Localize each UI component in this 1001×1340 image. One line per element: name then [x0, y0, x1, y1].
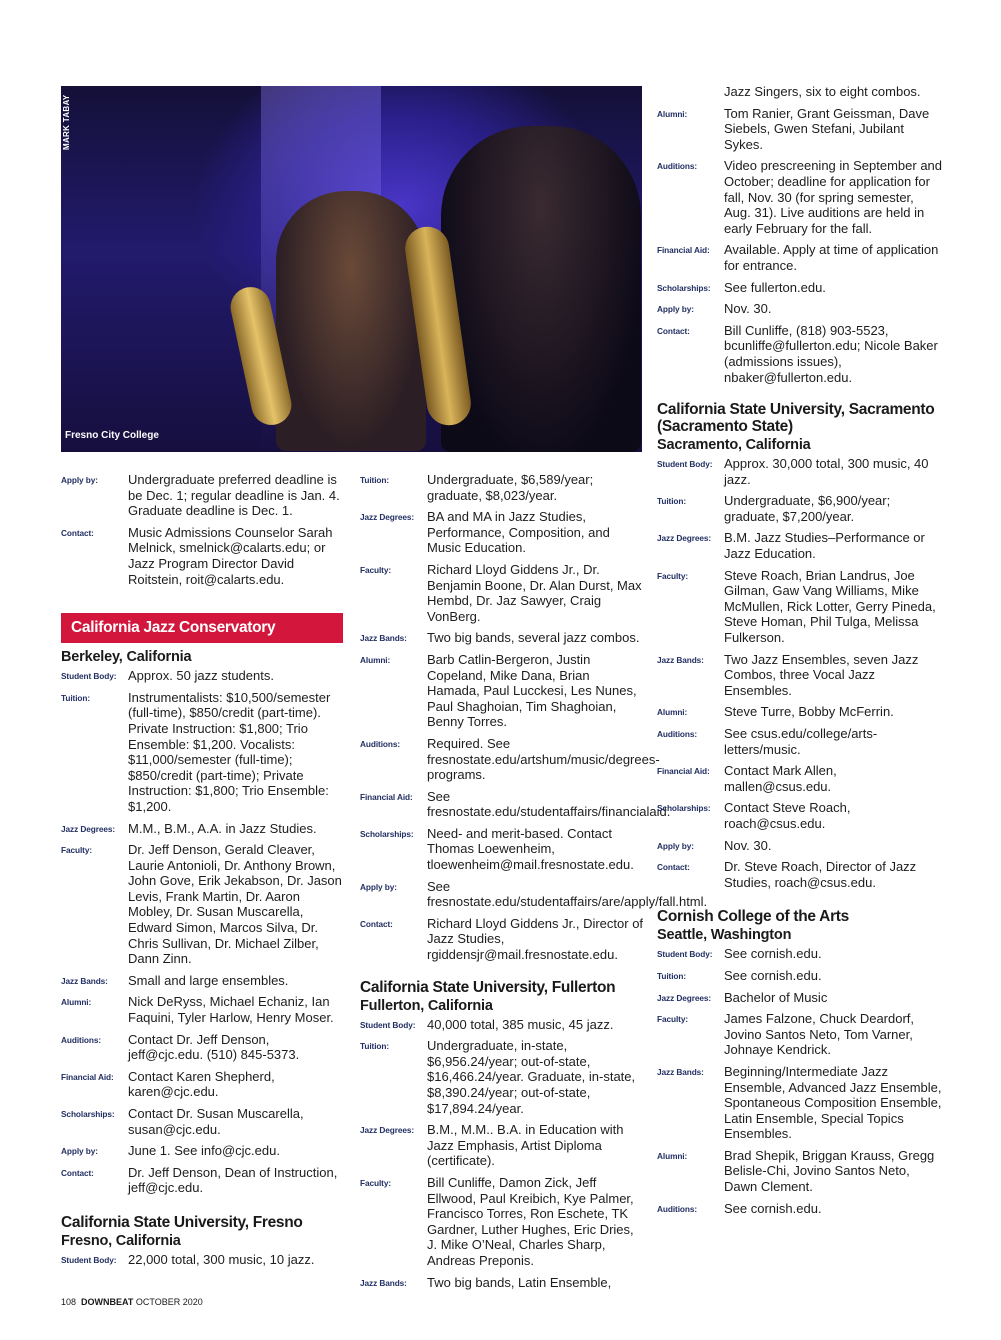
entry-label: Alumni: [360, 654, 391, 665]
fullerton-entries-cont [657, 106, 943, 386]
entry-label: Auditions: [657, 1203, 698, 1214]
entry-row [657, 652, 943, 699]
entry-row [657, 1064, 943, 1142]
entry-value: B.M., M.M.. B.A. in Education with Jazz Emphasis, Artist Diploma (certificate). [427, 1122, 624, 1169]
entry-row [657, 838, 943, 854]
entry-label: Alumni: [657, 1150, 688, 1161]
entry-value: Contact Dr. Susan Muscarella, susan@cjc.edu. [128, 1106, 304, 1137]
entry-label: Apply by: [657, 840, 694, 851]
entry-value: Contact Steve Roach, roach@csus.edu. [724, 800, 851, 831]
school-location: Berkeley, California [61, 649, 192, 666]
entry-row [657, 280, 943, 296]
entry-value: Contact Dr. Jeff Denson, jeff@cjc.edu. (510) 845-5373. [128, 1031, 300, 1063]
entry-row [360, 509, 644, 556]
entry-row [360, 630, 644, 646]
entry-row [657, 568, 943, 646]
entry-label: Jazz Bands: [360, 1277, 407, 1288]
entry-row [360, 1122, 644, 1169]
entry-row [657, 990, 943, 1006]
entry-label: Auditions: [360, 738, 401, 749]
entry-label: Jazz Degrees: [657, 992, 712, 1003]
entry-label: Alumni: [657, 707, 688, 718]
entry-label: Contact: [657, 325, 690, 336]
entry-row [657, 859, 943, 890]
entry-value: Dr. Jeff Denson, Dean of Instruction, jeff@cjc.edu. [128, 1164, 338, 1196]
entry-label: Student Body: [61, 671, 117, 682]
entry-value: B.M. Jazz Studies–Performance or Jazz Education. [724, 530, 925, 562]
entry-row [657, 1011, 943, 1058]
entry-row [61, 821, 343, 837]
entry-row [657, 323, 943, 385]
entry-value: Richard Lloyd Giddens Jr., Dr. Benjamin Boone, Dr. Alan Durst, Max Hembd, Dr. Jaz Sawyer, Craig VonBerg. [427, 561, 642, 624]
entry-value: Steve Turre, Bobby McFerrin. [724, 704, 894, 720]
school-heading: California State University, Fullerton [360, 978, 616, 996]
entry-label: Tuition: [61, 692, 90, 703]
entry-row [657, 158, 943, 236]
entry-label: Student Body: [657, 459, 713, 470]
entry-value: Undergraduate preferred deadline is be Dec. 1; regular deadline is Jan. 4. Graduate deadline is Dec. 1. [128, 472, 340, 519]
entry-row [657, 106, 943, 153]
entry-value: Approx. 50 jazz students. [128, 668, 274, 684]
entry-row [61, 472, 343, 519]
entry-value: See csus.edu/college/arts-letters/music. [724, 726, 878, 757]
entry-row [360, 472, 644, 503]
entry-label: Tuition: [360, 475, 389, 485]
entry-value: Two big bands, several jazz combos. [427, 630, 640, 646]
entry-value: Video prescreening in September and October; deadline for application for fall, Nov. 30 (for spring semester, Aug. 31). Live auditions are held in early February for the fall. [724, 158, 943, 236]
entry-value: See fresnostate.edu/studentaffairs/are/apply/fall.html. [427, 878, 708, 910]
entry-value: See cornish.edu. [724, 967, 822, 983]
entry-value: Jazz Singers, six to eight combos. [724, 84, 921, 99]
entry-row [61, 1143, 343, 1159]
entry-label: Jazz Degrees: [360, 1125, 415, 1136]
entry-value: See fresnostate.edu/studentaffairs/financialaid. [427, 788, 671, 820]
sacramento-entries [657, 456, 943, 890]
entry-label: Student Body: [360, 1019, 416, 1030]
entry-row [360, 826, 644, 873]
entry-value: Need- and merit-based. Contact Thomas Loewenheim, tloewenheim@mail.fresnostate.edu. [427, 825, 634, 873]
school-location: Sacramento, California [657, 437, 811, 454]
entry-row [657, 704, 943, 720]
entry-row [657, 726, 943, 757]
entry-value: Nov. 30. [724, 837, 772, 853]
entry-value: Bill Cunliffe, (818) 903-5523, bcunliffe@fullerton.edu; Nicole Baker (admissions issues), nbaker@fullerton.edu. [724, 322, 938, 385]
entry-row [360, 562, 644, 624]
entry-row [360, 1275, 644, 1291]
entry-row [657, 763, 943, 794]
entry-label: Contact: [657, 862, 690, 873]
entry-label: Jazz Degrees: [360, 512, 415, 523]
entry-label: Apply by: [657, 304, 694, 315]
entry-row [61, 1252, 343, 1268]
entry-label: Apply by: [61, 475, 98, 485]
entry-label: Student Body: [61, 1254, 117, 1265]
entry-label: Financial Aid: [61, 1071, 114, 1082]
entry-label: Jazz Degrees: [657, 533, 712, 544]
entry-value: M.M., B.M., A.A. in Jazz Studies. [128, 820, 317, 836]
column-2 [360, 472, 708, 1296]
entry-row [61, 1032, 343, 1063]
entry-row [360, 1038, 644, 1116]
entry-value: Steve Roach, Brian Landrus, Joe Gilman, Gaw Vang Williams, Mike McMullen, Rick Lotter, Gerry Pineda, Steve Homan, Phil Tulga, Melissa Fulkerson. [724, 567, 936, 646]
school-heading: California State University, Sacramento (Sacramento State) [657, 401, 935, 436]
entry-label: Alumni: [657, 108, 688, 119]
school-location: Fresno, California [61, 1232, 181, 1249]
entry-label: Tuition: [360, 1041, 389, 1052]
entry-label: Apply by: [61, 1146, 98, 1157]
school-heading-red: California Jazz Conservatory [61, 613, 343, 643]
entry-label: Jazz Bands: [61, 975, 108, 986]
calarts-continued [61, 472, 343, 587]
entry-label: Faculty: [360, 1177, 392, 1188]
entry-value: Tom Ranier, Grant Geissman, Dave Siebels, Gwen Stefani, Jubilant Sykes. [724, 105, 930, 152]
entry-label: Auditions: [61, 1034, 102, 1045]
entry-row [360, 652, 644, 730]
entry-value: Two Jazz Ensembles, seven Jazz Combos, three Vocal Jazz Ensembles. [724, 651, 919, 698]
entry-label: Faculty: [657, 570, 689, 581]
entry-label: Jazz Bands: [657, 1066, 704, 1077]
entry-value: Dr. Steve Roach, Director of Jazz Studies, roach@csus.edu. [724, 859, 917, 890]
column-1 [61, 472, 343, 1274]
entry-row [657, 530, 943, 561]
school-location: Fullerton, California [360, 997, 493, 1014]
cornish-entries [657, 946, 943, 1216]
entry-label: Contact: [61, 527, 94, 538]
entry-row [657, 301, 943, 317]
entry-label: Financial Aid: [657, 766, 710, 777]
entry-label: Scholarships: [360, 828, 414, 839]
column-3 [657, 84, 943, 1222]
entry-value: Available. Apply at time of application for entrance. [724, 242, 939, 273]
entry-label: Student Body: [657, 949, 713, 960]
photo-credit: MARK TABAY [62, 94, 71, 150]
entry-value: Undergraduate, $6,900/year; graduate, $7,200/year. [724, 493, 891, 524]
entry-row [360, 735, 660, 783]
entry-value: BA and MA in Jazz Studies, Performance, Composition, and Music Education. [427, 509, 610, 556]
entry-row [657, 800, 943, 831]
entry-value: See cornish.edu. [724, 946, 822, 962]
entry-label: Jazz Bands: [657, 654, 704, 665]
entry-row [360, 916, 644, 963]
entry-label: Scholarships: [657, 282, 711, 293]
entry-value: Nov. 30. [724, 301, 772, 317]
entry-label: Tuition: [657, 970, 686, 981]
school-heading: Cornish College of the Arts [657, 908, 849, 926]
entry-row [360, 1017, 644, 1033]
entry-label: Auditions: [657, 729, 698, 739]
entry-row [61, 994, 343, 1025]
entry-row [360, 878, 708, 910]
entry-label: Scholarships: [61, 1109, 115, 1119]
entry-value: Dr. Jeff Denson, Gerald Cleaver, Laurie Antonioli, Dr. Anthony Brown, John Gove, Erik Jekabson, Dr. Jason Levis, Frank Martin, Dr. Aaron Mobley, Dr. Susan Muscarella, Edward Simon, Marcos Silva, Dr. Chris Sullivan, Dr. Michael Zilber, Dann Zinn. [128, 842, 342, 967]
entry-row [61, 1165, 343, 1196]
entry-row [61, 668, 343, 684]
entry-label: Tuition: [657, 496, 686, 507]
entry-label: Financial Aid: [360, 791, 413, 802]
entry-value: Two big bands, Latin Ensemble, [427, 1274, 612, 1290]
entry-label: Jazz Bands: [360, 633, 407, 644]
page-footer [61, 1297, 203, 1307]
entry-row [657, 1201, 943, 1217]
entry-row [657, 946, 943, 962]
concert-photo [61, 86, 642, 452]
entry-value: Instrumentalists: $10,500/semester (full-time), $850/credit (part-time). Private Instruction: $1,800; Trio Ensemble: $1,200. Vocalists: $11,000/semester (full-time); $850/credit (part-time); Private Instruction: $1,800; Trio Ensemble: $1,200. [128, 689, 331, 814]
entry-row [657, 456, 943, 487]
entry-value: 40,000 total, 385 music, 45 jazz. [427, 1016, 614, 1032]
entry-row [61, 973, 343, 989]
issue-date: OCTOBER 2020 [135, 1297, 203, 1307]
entry-label: Faculty: [61, 845, 93, 856]
entry-value: Richard Lloyd Giddens Jr., Director of Jazz Studies, rgiddensjr@mail.fresnostate.edu. [427, 915, 644, 963]
entry-value: Approx. 30,000 total, 300 music, 40 jazz. [724, 456, 929, 487]
entry-value: Small and large ensembles. [128, 972, 289, 988]
entry-label: Faculty: [657, 1014, 689, 1025]
entry-label: Contact: [360, 918, 393, 929]
entry-row [61, 525, 343, 587]
entry-label: Contact: [61, 1167, 94, 1178]
entry-value: June 1. See info@cjc.edu. [128, 1143, 280, 1159]
entry-row [657, 84, 943, 100]
entry-value: Undergraduate, $6,589/year; graduate, $8,023/year. [427, 472, 594, 503]
entry-label: Scholarships: [657, 803, 711, 814]
fullerton-entries [360, 1017, 644, 1291]
cjc-entries [61, 668, 343, 1196]
entry-row [61, 842, 343, 967]
entry-label: Auditions: [657, 161, 698, 172]
entry-row [360, 788, 671, 820]
entry-value: Bachelor of Music [724, 989, 828, 1005]
entry-label: Alumni: [61, 997, 92, 1008]
school-heading: California State University, Fresno [61, 1213, 303, 1231]
entry-value: Brad Shepik, Briggan Krauss, Gregg Belisle-Chi, Jovino Santos Neto, Dawn Clement. [724, 1147, 935, 1195]
entry-value: See fullerton.edu. [724, 279, 826, 295]
entry-value: Undergraduate, in-state, $6,956.24/year; out-of-state, $16,466.24/year. Graduate, in-state, $8,390.24/year; out-of-state, $17,894.24/year. [427, 1038, 636, 1116]
entry-value: Contact Karen Shepherd, karen@cjc.edu. [128, 1068, 275, 1100]
entry-value: 22,000 total, 300 music, 10 jazz. [128, 1251, 315, 1267]
saxophonist-left [276, 191, 426, 451]
entry-value: Barb Catlin-Bergeron, Justin Copeland, Mike Dana, Brian Hamada, Paul Lucckesi, Les Nunes, Paul Shaghoian, Tim Shaghoian, Benny Torres. [427, 651, 637, 730]
magazine-brand: DOWNBEAT [81, 1297, 134, 1307]
page-number: 108 [61, 1297, 77, 1307]
entry-row [61, 1069, 343, 1100]
entry-label: Jazz Degrees: [61, 823, 116, 834]
entry-value: Music Admissions Counselor Sarah Melnick, smelnick@calarts.edu; or Jazz Program Director David Roitstein, roit@calarts.edu. [128, 524, 333, 587]
entry-row [657, 1148, 943, 1195]
entry-label: Apply by: [360, 881, 397, 892]
entry-row [657, 493, 943, 524]
school-location: Seattle, Washington [657, 927, 792, 944]
entry-row [360, 1175, 644, 1269]
entry-value: Beginning/Intermediate Jazz Ensemble, Advanced Jazz Ensemble, Spontaneous Composition Ensemble, Latin Ensemble, Special Topics Ensembles. [724, 1063, 942, 1142]
entry-row [657, 242, 943, 273]
entry-value: James Falzone, Chuck Deardorf, Jovino Santos Neto, Tom Varner, Johnaye Kendrick. [724, 1011, 915, 1058]
entry-value: See cornish.edu. [724, 1200, 822, 1216]
entry-label: Financial Aid: [657, 245, 710, 256]
entry-label: Faculty: [360, 564, 392, 575]
entry-value: Required. See fresnostate.edu/artshum/music/degrees-programs. [427, 735, 660, 783]
entry-value: Contact Mark Allen, mallen@csus.edu. [724, 763, 837, 794]
entry-row [61, 1106, 343, 1137]
photo-caption: Fresno City College [65, 430, 159, 441]
entry-row [61, 690, 343, 815]
entry-value: Nick DeRyss, Michael Echaniz, Ian Faquini, Tyler Harlow, Henry Moser. [128, 994, 334, 1026]
entry-row [657, 968, 943, 984]
entry-value: Bill Cunliffe, Damon Zick, Jeff Ellwood, Paul Kreibich, Kye Palmer, Francisco Torres, Ron Eschete, TK Gardner, Luther Hughes, Eric Dries, J. Mike O’Neal, Charles Sharp, Andreas Preponis. [427, 1174, 634, 1268]
